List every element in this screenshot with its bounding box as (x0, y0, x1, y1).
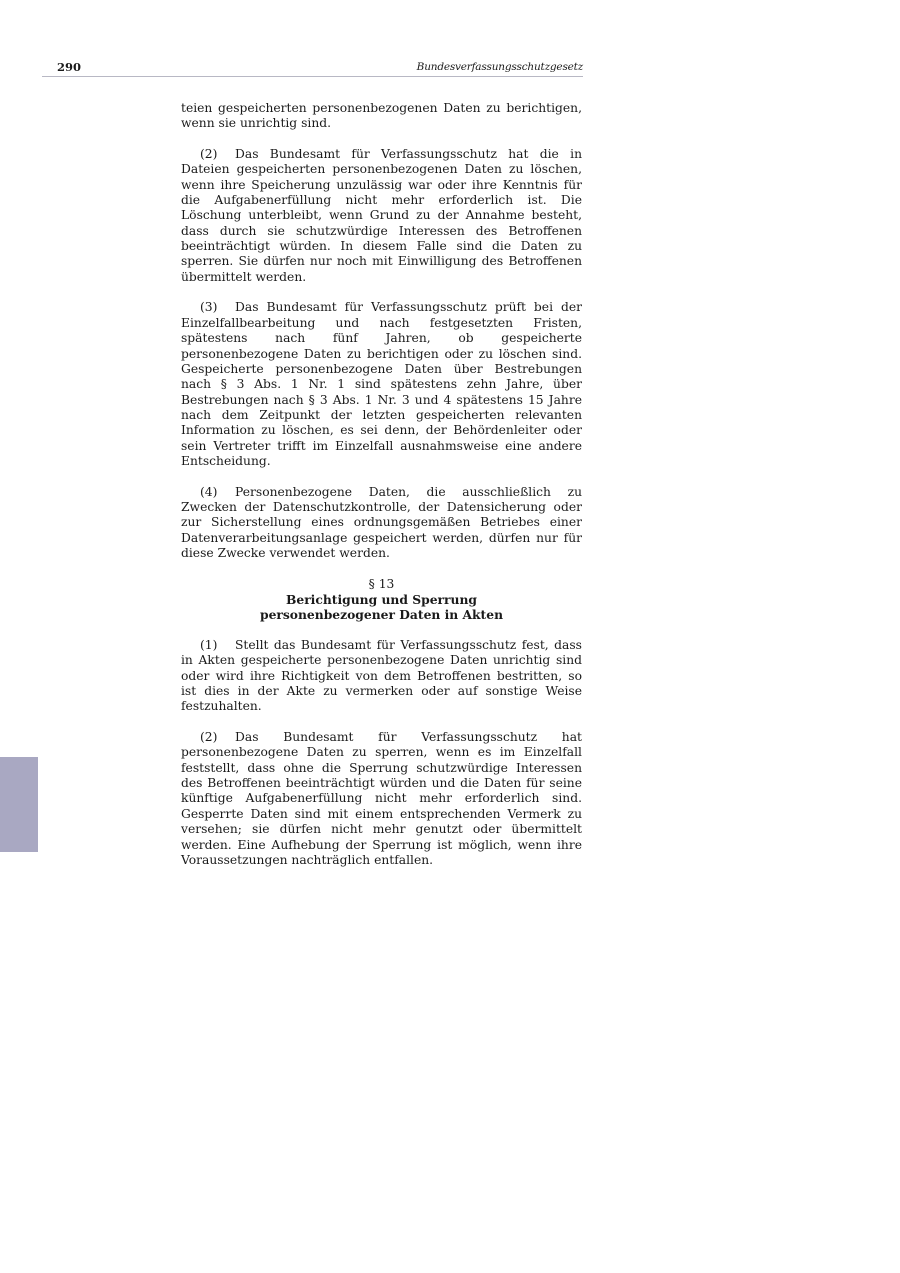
paragraph-13-1 (181, 638, 582, 715)
paragraph-text: Das Bundesamt für Verfassungsschutz hat personenbezogene Daten zu sperren, wenn es im Einzelfall feststellt, dass ohne die Sperrung schutzwürdige Interessen des Betroffenen beeinträchtigt würden und die Daten für seine künftige Aufgabenerfüllung nicht mehr erforderlich sind. Gesperrte Daten sind mit einem entsprechenden Vermerk zu versehen; sie dürfen nicht mehr genutzt oder übermittelt werden. Eine Aufhebung der Sperrung ist möglich, wenn ihre Voraussetzungen nachträglich entfallen. (181, 730, 582, 867)
paragraph-12-4 (181, 485, 582, 562)
paragraph-text: Das Bundesamt für Verfassungsschutz prüft bei der Einzelfallbearbeitung und nach festgesetzten Fristen, spätestens nach fünf Jahren, ob gespeicherte personenbezogene Daten zu berichtigen oder zu löschen sind. Gespeicherte personenbezogene Daten über Bestrebungen nach § 3 Abs. 1 Nr. 1 sind spätestens zehn Jahre, über Bestrebungen nach § 3 Abs. 1 Nr. 3 und 4 spätestens 15 Jahre nach dem Zeitpunkt der letzten gespeicherten relevanten Information zu löschen, es sei denn, der Behördenleiter oder sein Vertreter trifft im Einzelfall ausnahmsweise eine andere Entscheidung. (181, 300, 582, 468)
paragraph-text: Personenbezogene Daten, die ausschließlich zu Zwecken der Datenschutzkontrolle, der Datensicherung oder zur Sicherstellung eines ordnungsgemäßen Betriebes einer Datenverarbeitungsanlage gespeichert werden, dürfen nur für diese Zwecke verwendet werden. (181, 484, 582, 560)
paragraph-12-2 (181, 147, 582, 285)
paragraph-13-2 (181, 730, 582, 868)
paragraph-text: Stellt das Bundesamt für Verfassungsschutz fest, dass in Akten gespeicherte personenbezogene Daten unrichtig sind oder wird ihre Richtigkeit von dem Betroffenen bestritten, so ist dies in der Akte zu vermerken oder auf sonstige Weise festzuhalten. (181, 638, 582, 714)
paragraph-number: (2) (200, 730, 218, 745)
paragraph-number: (3) (200, 300, 218, 315)
section-title-line-1: Berichtigung und Sperrung (285, 592, 477, 607)
section-sign: § 13 (368, 576, 395, 591)
page-number: 290 (57, 60, 82, 74)
paragraph-text: teien gespeicherten personenbezogenen Daten zu berichtigen, wenn sie unrichtig sind. (181, 101, 582, 131)
paragraph-12-3 (181, 300, 582, 469)
section-title-line-2: personenbezogener Daten in Akten (259, 607, 504, 623)
running-title: Bundesverfassungsschutzgesetz (416, 61, 583, 73)
paragraph-number: (2) (200, 147, 218, 162)
paragraph-number: (4) (200, 484, 218, 499)
chapter-tab-marker (0, 757, 38, 852)
continuation-paragraph (181, 101, 582, 132)
page-body (181, 101, 582, 884)
paragraph-text: Das Bundesamt für Verfassungsschutz hat die in Dateien gespeicherten personenbezogenen Daten zu löschen, wenn ihre Speicherung unzulässig war oder ihre Kenntnis für die Aufgabenerfüllung nicht mehr erforderlich ist. Die Löschung unterbleibt, wenn Grund zu der Annahme besteht, dass durch sie schutzwürdige Interessen des Betroffenen beeinträchtigt würden. In diesem Falle sind die Daten zu sperren. Sie dürfen nur noch mit Einwilligung des Betroffenen übermittelt werden. (181, 147, 582, 284)
paragraph-number: (1) (200, 638, 218, 653)
page-header (42, 58, 583, 77)
section-13-heading (181, 577, 582, 623)
